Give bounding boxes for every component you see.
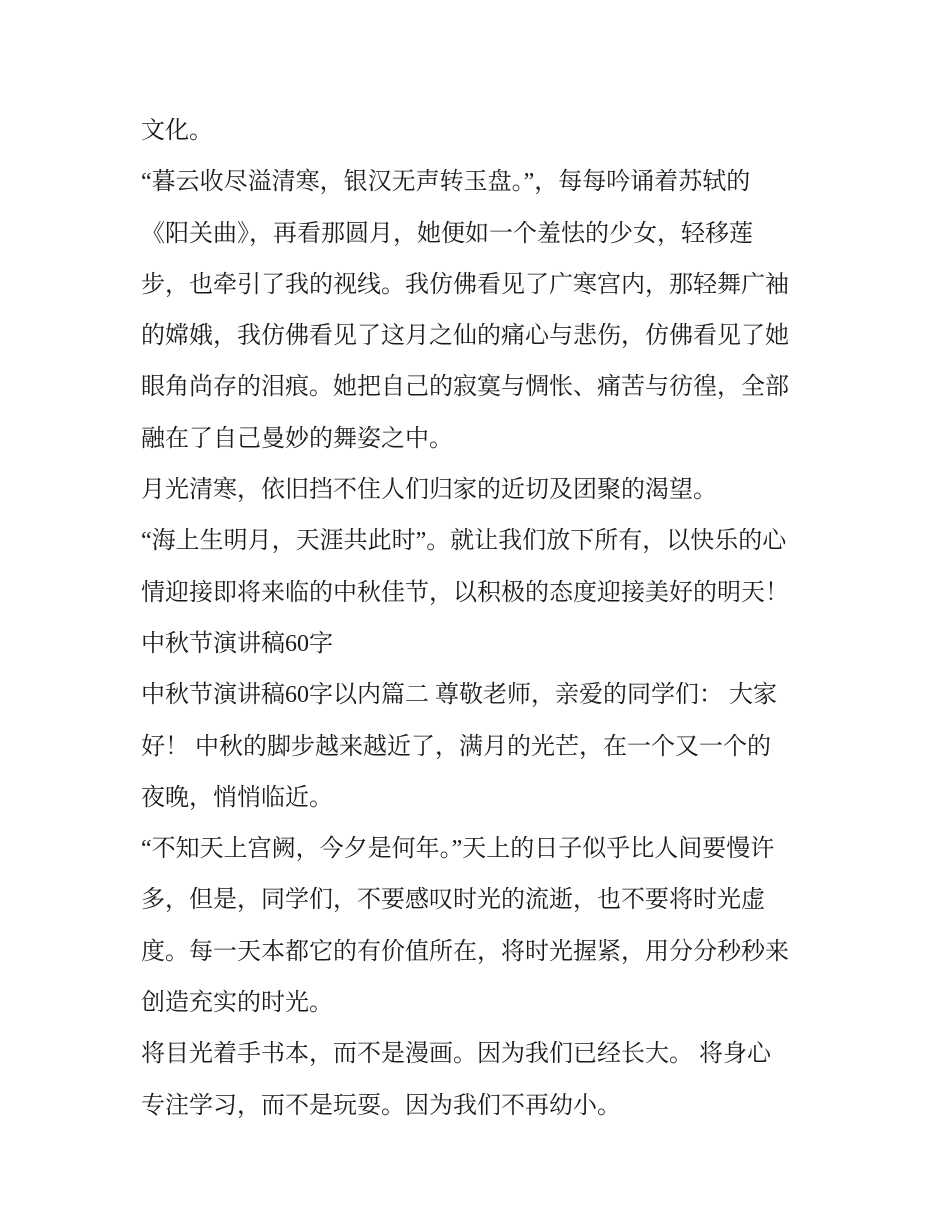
text-line: 创造充实的时光。 [141,990,333,1017]
text-line: 步，也牵引了我的视线。我仿佛看见了广寒宫内，那轻舞广袖 [141,271,789,298]
text-line: 月光清寒，依旧挡不住人们归家的近切及团聚的渴望。 [141,477,717,504]
text-line: 好！ 中秋的脚步越来越近了，满月的光芒，在一个又一个的 [141,733,771,760]
text-line: 文化。 [141,118,213,144]
text-line: 的嫦娥，我仿佛看见了这月之仙的痛心与悲伤，仿佛看见了她 [141,323,789,350]
section-heading: 中秋节演讲稿60字 [141,630,333,657]
text-line: 融在了自己曼妙的舞姿之中。 [141,425,453,452]
text-line: 眼角尚存的泪痕。她把自己的寂寞与惆怅、痛苦与彷徨，全部 [141,374,789,401]
document-body [141,106,813,1132]
text-line: “暮云收尽溢清寒，银汉无声转玉盘。”，每每吟诵着苏轼的 [141,169,751,196]
text-line: 将目光着手书本，而不是漫画。因为我们已经长大。 将身心 [141,1041,771,1068]
text-line: 情迎接即将来临的中秋佳节，以积极的态度迎接美好的明天！ [141,579,789,606]
text-line: 度。每一天本都它的有价值所在，将时光握紧，用分分秒秒来 [141,938,789,965]
text-line: 多，但是，同学们，不要感叹时光的流逝，也不要将时光虚 [141,887,765,914]
text-line: 《阳关曲》，再看那圆月，她便如一个羞怯的少女，轻移莲 [141,220,753,247]
text-line: 专注学习，而不是玩耍。因为我们不再幼小。 [141,1092,621,1119]
text-line: “海上生明月，天涯共此时”。就让我们放下所有，以快乐的心 [141,528,787,555]
text-line: 中秋节演讲稿60字以内篇二 尊敬老师，亲爱的同学们： 大家 [141,682,777,709]
text-line: 夜晚，悄悄临近。 [141,784,333,811]
text-line: “不知天上宫阙，今夕是何年。”天上的日子似乎比人间要慢许 [141,836,775,863]
